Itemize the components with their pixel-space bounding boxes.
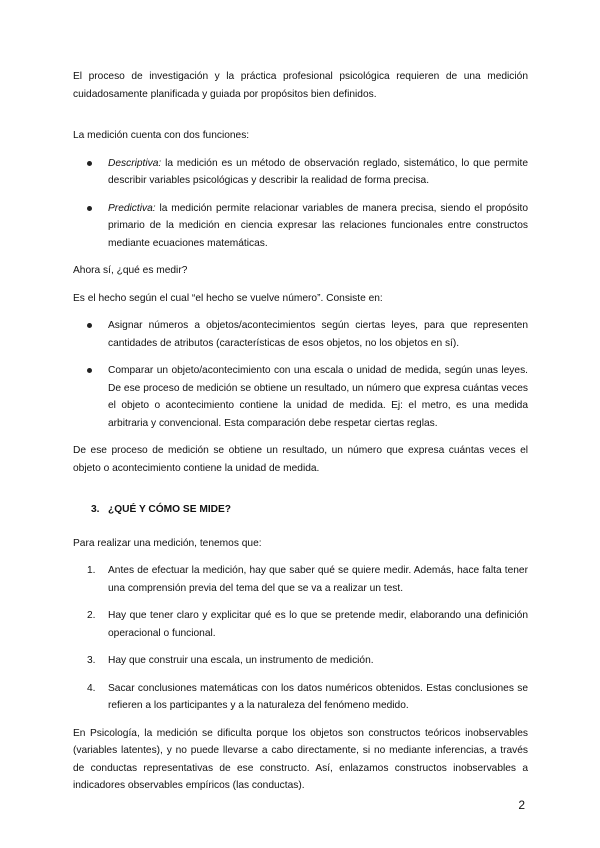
- steps-list: [73, 562, 528, 715]
- step-text: Hay que construir una escala, un instrumento de medición.: [108, 655, 374, 666]
- step-text: Antes de efectuar la medición, hay que saber qué se quiere medir. Además, hace falta tener una comprensión previa del tema del que se va a realizar un test.: [108, 565, 528, 594]
- bullet-icon: [87, 206, 92, 211]
- list-item: Asignar números a objetos/acontecimientos según ciertas leyes, para que representen cantidades de atributos (características de esos objetos, no los objetos en sí).: [73, 317, 528, 352]
- bullet-icon: [87, 161, 92, 166]
- step-number: 1.: [87, 565, 96, 576]
- functions-lead: La medición cuenta con dos funciones:: [73, 130, 250, 141]
- section-title: ¿QUÉ Y CÓMO SE MIDE?: [108, 504, 232, 515]
- list-item: [73, 562, 528, 597]
- question-line: Ahora sí, ¿qué es medir?: [73, 265, 188, 276]
- definition-lead: Es el hecho según el cual “el hecho se vuelve número”. Consiste en:: [73, 292, 383, 304]
- function-term: Predictiva:: [108, 202, 156, 214]
- list-item: [73, 155, 528, 190]
- section-number: 3.: [91, 504, 100, 515]
- list-item: [73, 200, 528, 253]
- step-text: Hay que tener claro y explicitar qué es lo que se pretende medir, elaborando una definición operacional o funcional.: [108, 610, 528, 639]
- page-number: 2: [518, 798, 525, 812]
- steps-lead: Para realizar una medición, tenemos que:: [73, 537, 262, 549]
- intro-paragraph: El proceso de investigación y la práctica profesional psicológica requieren de una medición cuidadosamente planificada y guiada por propósitos bien definidos.: [73, 71, 528, 100]
- bullet-icon: [87, 323, 92, 328]
- definition-list: [73, 317, 528, 432]
- list-item: [73, 680, 528, 715]
- section-heading: [73, 501, 528, 519]
- function-text: la medición es un método de observación reglado, sistemático, lo que permite describir variables psicológicas y describir la realidad de forma precisa.: [108, 157, 528, 186]
- step-number: 3.: [87, 655, 96, 666]
- step-text: Sacar conclusiones matemáticas con los datos numéricos obtenidos. Estas conclusiones se refieren a los participantes y a la naturaleza del fenómeno medido.: [108, 682, 528, 711]
- list-item: [73, 607, 528, 642]
- closing-paragraph: En Psicología, la medición se dificulta porque los objetos son constructos teóricos inobservables (variables latentes), y no puede llevarse a cabo directamente, si no mediante inferencias, a través de conductas representativas de ese constructo. Así, enlazamos constructos inobservables a indicadores observables empíricos (las conductas).: [73, 727, 528, 791]
- list-item: [73, 652, 528, 670]
- bullet-icon: [87, 368, 92, 373]
- document-page: [73, 68, 528, 795]
- functions-list: [73, 155, 528, 253]
- function-text: la medición permite relacionar variables de manera precisa, siendo el propósito primario de la medición en ciencia expresar las relaciones funcionales entre constructos mediante ecuaciones matemáticas.: [108, 202, 528, 249]
- list-item: Comparar un objeto/acontecimiento con una escala o unidad de medida, según unas leyes. De ese proceso de medición se obtiene un resultado, un número que expresa cuántas veces el objeto o acontecimiento contiene la unidad de medida. Ej: el metro, es una medida arbitraria y convencional. Esta comparación debe respetar ciertas reglas.: [73, 362, 528, 432]
- step-number: 2.: [87, 610, 96, 621]
- result-paragraph: De ese proceso de medición se obtiene un resultado, un número que expresa cuántas veces el objeto o acontecimiento contiene la unidad de medida.: [73, 445, 528, 474]
- function-term: Descriptiva:: [108, 157, 162, 169]
- step-number: 4.: [87, 682, 96, 694]
